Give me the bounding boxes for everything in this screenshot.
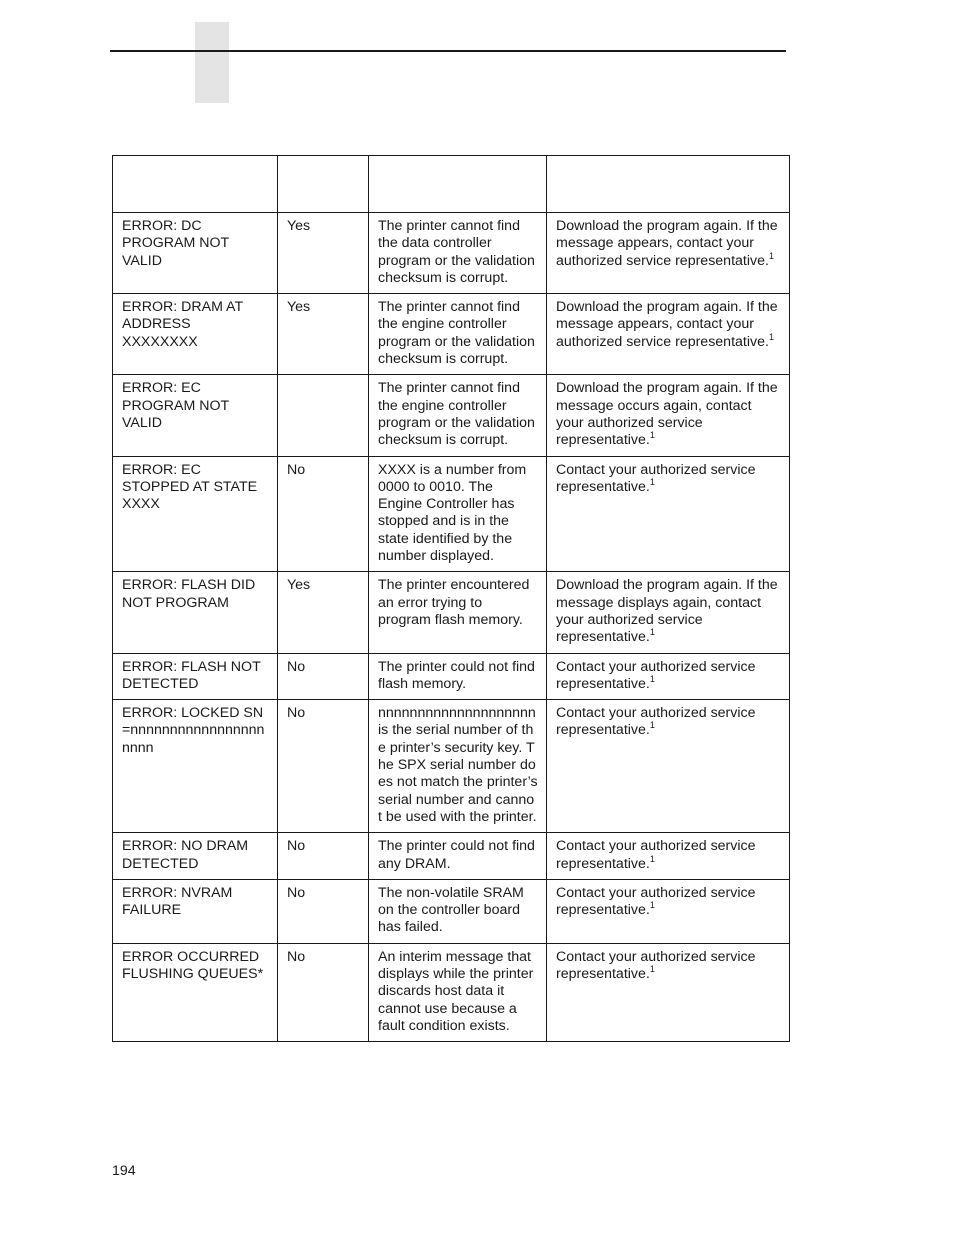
solution-text: Contact your authorized service representative. [556,461,756,495]
message-cell: ERROR: NO DRAM DETECTED [113,833,278,880]
footnote-marker: 1 [649,476,655,487]
solution-cell [547,879,790,943]
displayed-cell: Yes [278,294,369,375]
table-row [113,572,790,653]
solution-text: Download the program again. If the message appears, contact your authorized service representative. [556,218,778,269]
explanation-cell: The printer could not find any DRAM. [369,833,547,880]
footnote-marker: 1 [649,720,655,731]
header-rule [110,50,786,52]
table-row [113,294,790,375]
solution-text: Download the program again. If the message occurs again, contact your authorized service representative. [556,380,778,449]
displayed-cell [278,375,369,456]
chapter-tab [195,22,229,103]
message-cell: ERROR: DC PROGRAM NOT VALID [113,213,278,294]
footnote-marker: 1 [768,250,774,261]
table-row [113,943,790,1041]
column-header [113,156,278,213]
footnote-marker: 1 [649,430,655,441]
explanation-cell: nnnnnnnnnnnnnnnnnnnn is the serial number of the printer’s security key. The SPX serial number does not match the printer’s serial number and cannot be used with the printer. [369,700,547,833]
table-row [113,700,790,833]
explanation-cell: The printer cannot find the engine controller program or the validation checksum is corrupt. [369,294,547,375]
displayed-cell: No [278,833,369,880]
solution-text: Contact your authorized service representative. [556,838,756,872]
solution-cell [547,653,790,700]
displayed-cell: Yes [278,213,369,294]
solution-cell [547,700,790,833]
explanation-cell: The printer cannot find the engine controller program or the validation checksum is corrupt. [369,375,547,456]
solution-cell [547,572,790,653]
error-message-table [112,155,790,1042]
footnote-marker: 1 [649,627,655,638]
displayed-cell: No [278,879,369,943]
message-cell: ERROR: FLASH NOT DETECTED [113,653,278,700]
displayed-cell: No [278,700,369,833]
displayed-cell: No [278,653,369,700]
table-header-row [113,156,790,213]
message-cell: ERROR: LOCKED SN=nnnnnnnnnnnnnnnnnnnnn [113,700,278,833]
table-row [113,653,790,700]
displayed-cell: Yes [278,572,369,653]
table-row [113,456,790,572]
solution-cell [547,213,790,294]
displayed-cell: No [278,456,369,572]
message-cell: ERROR: EC PROGRAM NOT VALID [113,375,278,456]
explanation-cell: An interim message that displays while the printer discards host data it cannot use because a fault condition exists. [369,943,547,1041]
solution-text: Contact your authorized service representative. [556,948,756,982]
message-cell: ERROR: NVRAM FAILURE [113,879,278,943]
footnote-marker: 1 [649,673,655,684]
message-cell: ERROR: FLASH DID NOT PROGRAM [113,572,278,653]
table-row [113,213,790,294]
message-cell: ERROR: EC STOPPED AT STATE XXXX [113,456,278,572]
explanation-cell: XXXX is a number from 0000 to 0010. The Engine Controller has stopped and is in the state identified by the number displayed. [369,456,547,572]
footnote-marker: 1 [649,900,655,911]
explanation-cell: The non-volatile SRAM on the controller board has failed. [369,879,547,943]
footnote-marker: 1 [649,963,655,974]
explanation-cell: The printer encountered an error trying to program flash memory. [369,572,547,653]
solution-text: Contact your authorized service representative. [556,884,756,919]
solution-cell [547,833,790,880]
table-row [113,833,790,880]
explanation-cell: The printer cannot find the data controller program or the validation checksum is corrupt. [369,213,547,294]
solution-text: Download the program again. If the message appears, contact your authorized service representative. [556,299,778,350]
solution-text: Contact your authorized service representative. [556,658,756,692]
solution-cell [547,294,790,375]
displayed-cell: No [278,943,369,1041]
column-header [547,156,790,213]
footnote-marker: 1 [649,853,655,864]
solution-text: Contact your authorized service representative. [556,705,756,739]
explanation-cell: The printer could not find flash memory. [369,653,547,700]
column-header [278,156,369,213]
table-row [113,879,790,943]
table-row [113,375,790,456]
solution-cell [547,456,790,572]
message-cell: ERROR: DRAM AT ADDRESS XXXXXXXX [113,294,278,375]
column-header [369,156,547,213]
message-cell: ERROR OCCURRED FLUSHING QUEUES* [113,943,278,1041]
page-number: 194 [112,1163,136,1179]
footnote-marker: 1 [768,331,774,342]
solution-text: Download the program again. If the message displays again, contact your authorized service representative. [556,577,778,646]
solution-cell [547,943,790,1041]
solution-cell [547,375,790,456]
